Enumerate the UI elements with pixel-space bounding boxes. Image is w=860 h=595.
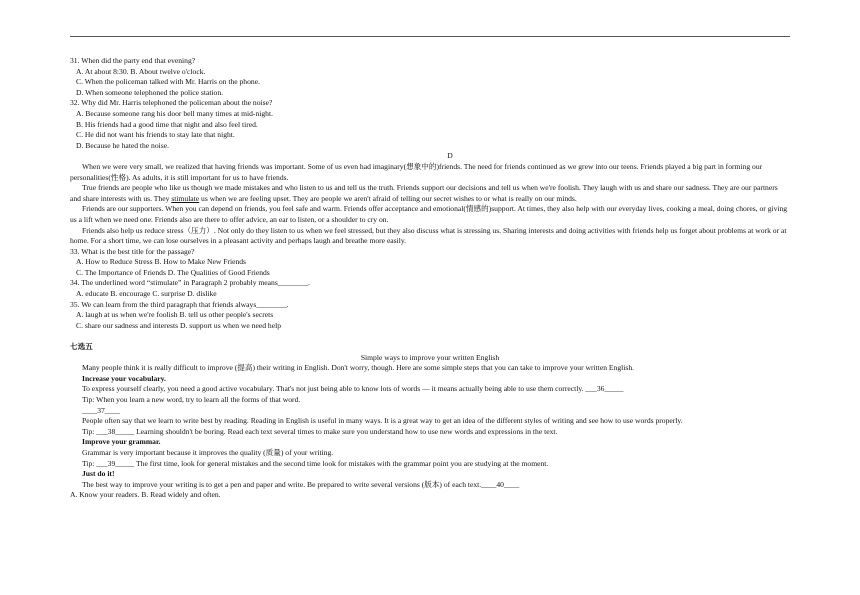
section-options: A. Know your readers. B. Read widely and often. [70,490,221,500]
passage-label: D [447,151,453,161]
q31-option-d: D. When someone telephoned the police station. [76,87,224,97]
vocabulary-text: To express yourself clearly, you need a good active vocabulary. That's not just being able to know lots of words — it means actually being able to use them correctly. ___36_____ [82,384,624,394]
question-32: 32. Why did Mr. Harris telephoned the policeman about the noise? [70,98,273,108]
document-page [70,56,790,501]
grammar-tip: Tip: ___39_____ The first time, look for general mistakes and the second time look for mistakes with the grammar point you are studying at the moment. [82,458,549,468]
q32-option-c: C. He did not want his friends to stay late that night. [76,130,235,140]
passage-paragraph-3: Friends are our supporters. When you can depend on friends, you feel safe and warm. Friends offer acceptance and emotional(情感的)support. At times, they also help with our everyday lives, cooking a meal, doing chores, or giving us a lift when we need one. Friends also are there to offer advice, an ear to listen, or a shoulder to cry on. [70,204,788,224]
subheading-grammar: Improve your grammar. [82,437,161,447]
grammar-text: Grammar is very important because it improves the quality (质量) of your writing. [82,447,334,457]
q32-option-b: B. His friends had a good time that night and also feel tired. [76,119,258,129]
reading-text: People often say that we learn to write best by reading. Reading in English is useful in many ways. It is a great way to get an idea of the different styles of writing and see how to use words properly. [82,416,683,426]
section-intro: Many people think it is really difficult to improve (提高) their writing in English. Don't worry, though. Here are some simple steps that you can take to improve your written English. [82,363,635,373]
section-heading: 七选五 [70,342,93,352]
q33-options-cd: C. The Importance of Friends D. The Qualities of Good Friends [76,267,270,277]
passage-paragraph-4: Friends also help us reduce stress（压力）. Not only do they listen to us when we feel stressed, but they also discuss what is stressing us. Sharing interests and doing activities with friends help us forget about problems at work or at home. For a short time, we can lose ourselves in a pleasant activity and perhaps laugh and breathe more easily. [70,225,787,246]
passage-paragraph-1: When we were very small, we realized that having friends was important. Some of us even had imaginary(想象中的)friends. The need for friends continued as we grew into our teens. Friends played a big part in forming our personalities(性格). As adults, it is still important for us to have friends. [70,161,763,182]
section-title: Simple ways to improve your written English [360,352,500,362]
question-31: 31. When did the party end that evening? [70,56,196,65]
question-35: 35. We can learn from the third paragraph that friends always________. [70,299,289,309]
subheading-just-do-it: Just do it! [82,469,115,479]
just-do-it-text: The best way to improve your writing is to get a pen and paper and write. Be prepared to write several versions (版本) of each text.____40____ [82,479,520,489]
question-33: 33. What is the best title for the passage? [70,246,195,256]
q32-option-d: D. Because he hated the noise. [76,140,169,150]
reading-tip: Tip: ___38_____ Learning shouldn't be boring. Read each text several times to make sure you understand how to use new words and expressions in the text. [82,426,558,436]
q35-options-ab: A. laugh at us when we're foolish B. tell us other people's secrets [76,310,274,320]
vocabulary-tip: Tip: When you learn a new word, try to learn all the forms of that word. [82,395,301,404]
passage-paragraph-2 [70,183,790,204]
subheading-vocabulary: Increase your vocabulary. [82,373,166,383]
q34-options: A. educate B. encourage C. surprise D. dislike [76,289,217,299]
underlined-word: stimulate [171,193,200,203]
blank-37: ____37____ [82,405,120,415]
p2-text-before: True friends are people who like us though we made mistakes and who listen to us and tell us the truth. Friends support our decisions and tell us when we're foolish. They laugh with us and share our sadness. They are our partners and share interests with us. They [70,183,778,203]
q31-option-c: C. When the policeman talked with Mr. Harris on the phone. [76,77,260,87]
question-34: 34. The underlined word “stimulate” in Paragraph 2 probably means________. [70,278,311,288]
header-rule [70,36,790,37]
q32-option-a: A. Because someone rang his door bell many times at mid-night. [76,108,273,118]
q33-options-ab: A. How to Reduce Stress B. How to Make New Friends [76,257,246,267]
p2-text-after: us when we are feeling upset. They are people we aren't afraid of telling our secret wishes to or what is really on our minds. [199,193,577,203]
q35-options-cd: C. share our sadness and interests D. support us when we need help [76,320,281,330]
q31-options-ab: A. At about 8:30. B. About twelve o'clock. [76,66,206,76]
